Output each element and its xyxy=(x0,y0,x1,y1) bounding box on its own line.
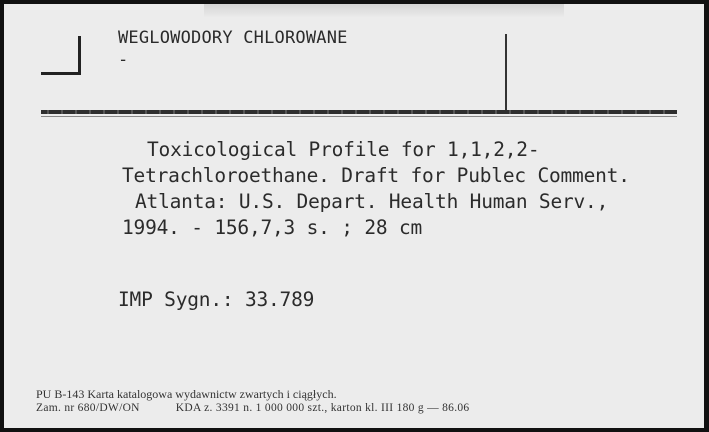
description-line-3: Atlanta: U.S. Depart. Health Human Serv., xyxy=(135,190,609,213)
corner-mark-horizontal xyxy=(41,72,81,75)
description-line-2: Tetrachloroethane. Draft for Publec Comment. xyxy=(122,164,630,187)
subject-heading-dash: - xyxy=(118,50,129,70)
footer-print-info xyxy=(36,402,469,414)
footer-order-number: Zam. nr 680/DW/ON xyxy=(36,402,140,414)
header-divider-horizontal xyxy=(41,110,677,114)
header-divider-vertical xyxy=(505,34,507,114)
catalog-card xyxy=(4,4,704,428)
footer-form-title: PU B-143 Karta katalogowa wydawnictw zwartych i ciągłych. xyxy=(36,387,337,401)
footer-print-details: KDA z. 3391 n. 1 000 000 szt., karton kl. III 180 g — 86.06 xyxy=(175,402,470,414)
subject-heading: WEGLOWODORY CHLOROWANE xyxy=(118,28,348,48)
bleed-through-shadow xyxy=(204,4,564,18)
header-divider-underline xyxy=(41,116,677,117)
call-number: IMP Sygn.: 33.789 xyxy=(118,288,315,311)
corner-mark-vertical xyxy=(78,36,81,74)
description-line-1: Toxicological Profile for 1,1,2,2- xyxy=(147,138,540,161)
description-line-4: 1994. - 156,7,3 s. ; 28 cm xyxy=(122,216,423,239)
